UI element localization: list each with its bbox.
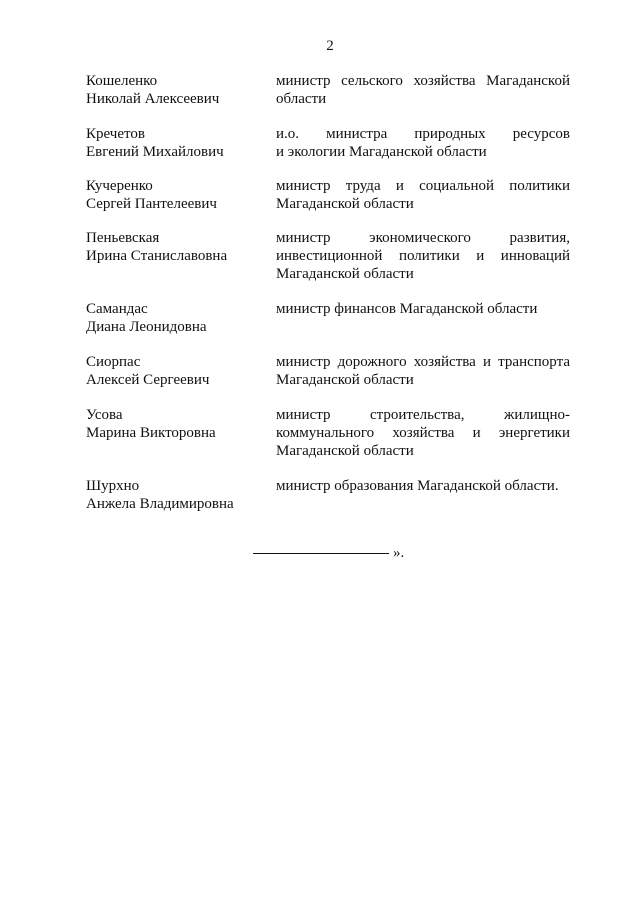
member-given-names: Алексей Сергеевич — [86, 372, 210, 388]
member-surname: Самандас — [86, 301, 148, 317]
position-line: министр финансов Магаданской области — [276, 301, 538, 317]
member-position — [276, 229, 570, 283]
member-name — [86, 406, 266, 442]
member-surname: Кошеленко — [86, 73, 158, 89]
member-given-names: Николай Алексеевич — [86, 91, 220, 107]
member-position — [276, 125, 570, 161]
position-line: министр дорожного хозяйства и транспорта — [276, 354, 570, 370]
member-surname: Шурхно — [86, 478, 140, 494]
position-line: министр строительства, жилищно- — [276, 407, 570, 423]
position-line: Магаданской области — [276, 266, 414, 282]
member-name — [86, 177, 266, 213]
member-name — [86, 300, 266, 336]
member-name — [86, 477, 266, 513]
member-given-names: Марина Викторовна — [86, 425, 216, 441]
position-line: и.о. министра природных ресурсов — [276, 126, 570, 142]
position-line: области — [276, 91, 327, 107]
member-name — [86, 125, 266, 161]
position-line: инвестиционной политики и инноваций — [276, 248, 570, 264]
member-given-names: Евгений Михайлович — [86, 144, 224, 160]
closing-line-block — [253, 545, 404, 562]
member-surname: Кречетов — [86, 126, 145, 142]
member-name — [86, 72, 266, 108]
member-given-names: Ирина Станиславовна — [86, 248, 228, 264]
position-line: коммунального хозяйства и энергетики — [276, 425, 570, 441]
member-surname: Усова — [86, 407, 123, 423]
position-line: Магаданской области — [276, 196, 414, 212]
position-line: министр экономического развития, — [276, 230, 570, 246]
member-surname: Пеньевская — [86, 230, 160, 246]
member-surname: Кучеренко — [86, 178, 153, 194]
member-name — [86, 229, 266, 265]
member-surname: Сиорпас — [86, 354, 141, 370]
position-line: министр труда и социальной политики — [276, 178, 570, 194]
member-position — [276, 72, 570, 108]
member-name — [86, 353, 266, 389]
position-line: Магаданской области — [276, 372, 414, 388]
member-position — [276, 406, 570, 460]
position-line: Магаданской области — [276, 443, 414, 459]
member-position — [276, 177, 570, 213]
position-line: министр образования Магаданской области. — [276, 478, 559, 494]
closing-quote-mark: ». — [393, 545, 405, 561]
position-line: министр сельского хозяйства Магаданской — [276, 73, 570, 89]
position-line: и экологии Магаданской области — [276, 144, 487, 160]
member-position — [276, 353, 570, 389]
member-given-names: Анжела Владимировна — [86, 496, 234, 512]
horizontal-rule — [253, 553, 389, 554]
member-given-names: Сергей Пантелеевич — [86, 196, 217, 212]
member-given-names: Диана Леонидовна — [86, 319, 207, 335]
member-position — [276, 477, 570, 495]
page-number: 2 — [326, 38, 334, 54]
member-position — [276, 300, 570, 318]
